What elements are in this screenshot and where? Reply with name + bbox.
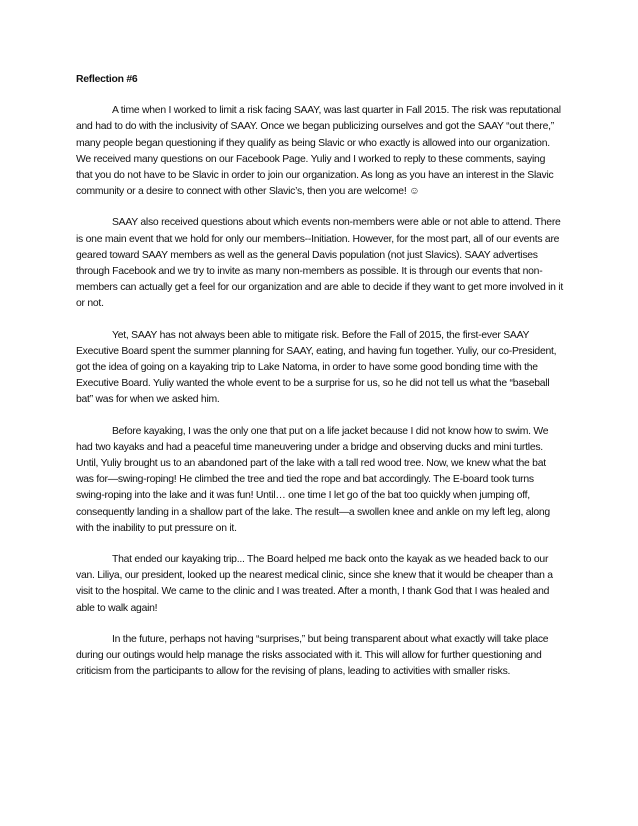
paragraph-4: Before kayaking, I was the only one that put on a life jacket because I did not know how to swim. We had two kayaks and had a peaceful time maneuvering under a bridge and observing ducks and mini turtles. Until, Yuliy brought us to an abandoned part of the lake with a tall red wood tree. Now, we knew what the bat was for—swing-roping! He climbed the tree and tied the rope and bat accordingly. The E-board took turns swing-roping into the lake and it was fun! Until… one time I let go of the bat too quickly when jumping off, consequently landing in a shallow part of the lake. The result—a swollen knee and ankle on my left leg, along with the inability to put pressure on it. [76, 425, 550, 534]
paragraph-2: SAAY also received questions about which events non-members were able or not able to attend. There is one main event that we hold for only our members--Initiation. However, for the most part, all of our events are geared toward SAAY members as well as the general Davis population (not just Slavics). SAAY advertises through Facebook and we try to invite as many non-members as possible. It is through our events that non-members can actually get a feel for our organization and are able to decide if they want to get more involved in it or not. [76, 217, 564, 310]
document-page [76, 72, 564, 696]
paragraph-6: In the future, perhaps not having “surprises,” but being transparent about what exactly will take place during our outings would help manage the risks associated with it. This will allow for further questioning and criticism from the participants to allow for the revising of plans, leading to activities with smaller risks. [76, 633, 549, 678]
paragraph-5: That ended our kayaking trip... The Board helped me back onto the kayak as we headed back to our van. Liliya, our president, looked up the nearest medical clinic, since she knew that it would be cheaper than a visit to the hospital. We came to the clinic and I was treated. After a month, I thank God that I was healed and able to walk again! [76, 554, 553, 614]
paragraph-1: A time when I worked to limit a risk facing SAAY, was last quarter in Fall 2015. The risk was reputational and had to do with the inclusivity of SAAY. Once we began publicizing ourselves and got the SAAY “out there,” many people began questioning if they qualify as being Slavic or who exactly is allowed into our organization. We received many questions on our Facebook Page. Yuliy and I worked to reply to these comments, saying that you do not have to be Slavic in order to join our organization. As long as you have an interest in the Slavic community or a desire to connect with other Slavic’s, then you are welcome! ☺ [76, 105, 561, 198]
paragraph-3: Yet, SAAY has not always been able to mitigate risk. Before the Fall of 2015, the first-ever SAAY Executive Board spent the summer planning for SAAY, eating, and having fun together. Yuliy, our co-President, got the idea of going on a kayaking trip to Lake Natoma, in order to have some good bonding time with the Executive Board. Yuliy wanted the whole event to be a surprise for us, so he did not tell us what the “baseball bat” was for when we asked him. [76, 329, 557, 406]
document-heading: Reflection #6 [76, 74, 138, 85]
